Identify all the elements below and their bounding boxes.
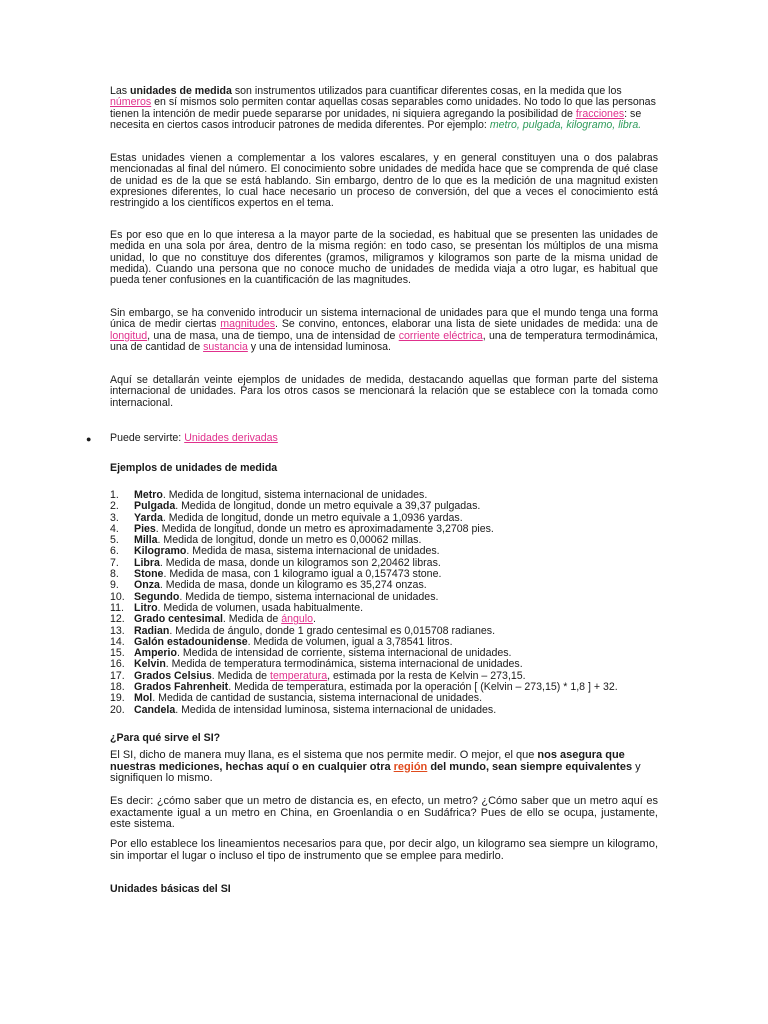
unit-description: . Medida de ángulo, donde 1 grado centesimal es 0,015708 radianes. (169, 624, 496, 637)
link-numeros[interactable]: números (110, 96, 152, 109)
unit-name: Kilogramo (134, 545, 187, 558)
list-item (110, 705, 658, 716)
unit-description: . Medida de intensidad de corriente, sistema internacional de unidades. (176, 647, 512, 660)
unit-description-tail: , estimada por la resta de Kelvin – 273,15. (327, 669, 526, 682)
list-number: 17. (110, 669, 125, 682)
unit-name: Amperio (134, 647, 177, 660)
example-units: metro, pulgada, kilogramo, libra. (489, 118, 642, 131)
unit-name: Radian (134, 624, 170, 637)
unit-description: . Medida de intensidad luminosa, sistema internacional de unidades. (175, 703, 497, 716)
list-number: 14. (110, 635, 125, 648)
link-fracciones[interactable]: fracciones (575, 107, 625, 120)
unit-description: . Medida de longitud, sistema internacional de unidades. (162, 489, 428, 501)
link-unidades-derivadas[interactable]: Unidades derivadas (184, 432, 278, 444)
list-number: 13. (110, 624, 125, 637)
list-number: 6. (110, 545, 119, 558)
unit-name: Grados Fahrenheit (134, 681, 229, 694)
list-number: 7. (110, 556, 119, 569)
term-unidades-de-medida: unidades de medida (130, 85, 232, 97)
unit-name: Galón estadounidense (134, 635, 248, 648)
paragraph-si-intro: Sin embargo, se ha convenido introducir un sistema internacional de unidades para que el mundo tenga una forma única de medir ciertas magnitudes. Se convino, entonces, elaborar una lista de siete unidades de medida: una de longitud, una de masa, una de tiempo, una de intensidad de corriente eléctrica, una de temperatura termodinámica, una de cantidad de sustancia y una de intensidad luminosa. (110, 307, 658, 353)
paragraph-complement: Estas unidades vienen a complementar a los valores escalares, y en general constituyen una o dos palabras mencionadas al final del número. El conocimiento sobre unidades de medida hace que se comprenda de qué clase de unidad es de la que se está hablando. Sin embargo, dentro de lo que es la medición de una magnitud existen expresiones diferentes, lo cual hace necesario un proceso de conversión, del que a veces el conocimiento está restringido a los científicos expertos en el tema. (110, 152, 658, 210)
list-number: 1. (110, 489, 119, 501)
list-number: 12. (110, 613, 125, 626)
list-number: 8. (110, 568, 119, 581)
unit-description: . Medida de masa, sistema internacional de unidades. (186, 545, 440, 558)
basic-units-heading: Unidades básicas del SI (110, 883, 231, 895)
unit-name: Yarda (134, 511, 163, 524)
unit-description: . Medida de longitud, donde un metro equivale a 39,37 pulgadas. (175, 500, 481, 513)
unit-description-tail: . (313, 613, 316, 626)
bullet-item: Puede servirte: Unidades derivadas (110, 432, 278, 444)
paragraph-si-purpose: El SI, dicho de manera muy llana, es el sistema que nos permite medir. O mejor, el que nos asegura que nuestras mediciones, hechas aquí o en cualquier otra región del mundo, sean siempre equivalentes y signifiquen lo mismo. (110, 749, 641, 785)
link-magnitudes[interactable]: magnitudes (220, 318, 276, 331)
unit-name: Milla (134, 534, 158, 547)
unit-name: Kelvin (134, 658, 166, 671)
unit-description: . Medida de longitud, donde un metro equivale a 1,0936 yardas. (162, 511, 463, 524)
unit-description: . Medida de volumen, usada habitualmente. (157, 601, 364, 614)
list-number: 11. (110, 601, 124, 614)
unit-description: . Medida de (222, 613, 282, 626)
link-corriente-electrica[interactable]: corriente eléctrica (398, 329, 483, 342)
unit-name: Mol (134, 692, 153, 705)
list-number: 3. (110, 511, 119, 524)
unit-name: Litro (134, 601, 158, 614)
list-number: 2. (110, 500, 119, 513)
link-region[interactable]: región (393, 760, 428, 773)
unit-description: . Medida de cantidad de sustancia, sistema internacional de unidades. (152, 692, 483, 705)
unit-name: Stone (134, 568, 164, 581)
unit-description: . Medida de masa, donde un kilogramos son 2,20462 libras. (159, 556, 441, 569)
unit-description: . Medida de temperatura, estimada por la operación [ (Kelvin – 273,15) * 1,8 ] + 32. (228, 681, 618, 694)
list-number: 15. (110, 647, 125, 660)
unit-name: Pies (134, 522, 156, 535)
examples-heading: Ejemplos de unidades de medida (110, 462, 278, 474)
unit-description: . Medida de longitud, donde un metro es 0,00062 millas. (157, 534, 422, 547)
list-number: 5. (110, 534, 119, 547)
paragraph-si-question: Es decir: ¿cómo saber que un metro de distancia es, en efecto, un metro? ¿Cómo saber que un metro aquí es exactamente igual a un metro en China, en Groenlandia o en Sudáfrica? Pues de ello se ocupa, justamente, este sistema. (110, 795, 658, 831)
unit-description: . Medida de tiempo, sistema internacional de unidades. (179, 590, 439, 603)
unit-description: . Medida de masa, con 1 kilogramo igual a 0,157473 stone. (163, 568, 442, 581)
examples-list (110, 490, 658, 716)
list-number: 18. (110, 681, 125, 694)
list-number: 16. (110, 658, 125, 671)
bullet-icon: ● (86, 434, 92, 444)
list-number: 9. (110, 579, 119, 592)
unit-name: Segundo (134, 590, 180, 603)
link-sustancia[interactable]: sustancia (203, 340, 248, 353)
list-number: 19. (110, 692, 125, 705)
list-number: 4. (110, 522, 119, 535)
unit-name: Grado centesimal (134, 613, 223, 626)
link-longitud[interactable]: longitud (110, 329, 148, 342)
unit-name: Onza (134, 579, 160, 592)
paragraph-si-kilogram: Por ello establece los lineamientos necesarios para que, por decir algo, un kilogramo sea siempre un kilogramo, sin importar el lugar o incluso el tipo de instrumento que se emplee para medirlo. (110, 838, 658, 862)
paragraph-society: Es por eso que en lo que interesa a la mayor parte de la sociedad, es habitual que se presenten las unidades de medida en una sola por área, dentro de la misma región: en todo caso, se presentan los múltiplos de una misma unidad, lo que no constituye dos diferentes (gramos, miligramos y kilogramos son parte de la misma unidad de medida). Cuando una persona que no conoce mucho de unidades de medida viaja a otro lugar, es habitual que pueda tener confusiones en la cuantificación de las magnitudes. (110, 229, 658, 287)
unit-name: Metro (134, 489, 163, 501)
unit-name: Pulgada (134, 500, 176, 513)
paragraph-intro: Las unidades de medida son instrumentos utilizados para cuantificar diferentes cosas, en la medida que los números en sí mismos solo permiten contar aquellas cosas separables como unidades. No todo lo que las personas tienen la intención de medir puede separarse por unidades, ni siquiera agregando la posibilidad de fracciones: se necesita en ciertos casos introducir patrones de medida diferentes. Por ejemplo: metro, pulgada, kilogramo, libra. (110, 85, 656, 131)
list-number: 10. (110, 590, 125, 603)
unit-name: Grados Celsius (134, 669, 212, 682)
unit-name: Libra (134, 556, 160, 569)
unit-link[interactable]: temperatura (270, 669, 328, 682)
unit-description: . Medida de masa, donde un kilogramo es 35,274 onzas. (159, 579, 427, 592)
si-heading: ¿Para qué sirve el SI? (110, 732, 221, 744)
unit-description: . Medida de temperatura termodinámica, sistema internacional de unidades. (165, 658, 523, 671)
paragraph-examples-intro: Aquí se detallarán veinte ejemplos de unidades de medida, destacando aquellas que forman parte del sistema internacional de unidades. Para los otros casos se mencionará la relación que se establece con la tomada como internacional. (110, 374, 658, 409)
list-number: 20. (110, 703, 125, 716)
unit-description: . Medida de longitud, donde un metro es aproximadamente 3,2708 pies. (155, 522, 494, 535)
unit-description: . Medida de (211, 669, 271, 682)
unit-description: . Medida de volumen, igual a 3,78541 litros. (247, 635, 453, 648)
unit-link[interactable]: ángulo (281, 613, 314, 626)
unit-name: Candela (134, 703, 176, 716)
